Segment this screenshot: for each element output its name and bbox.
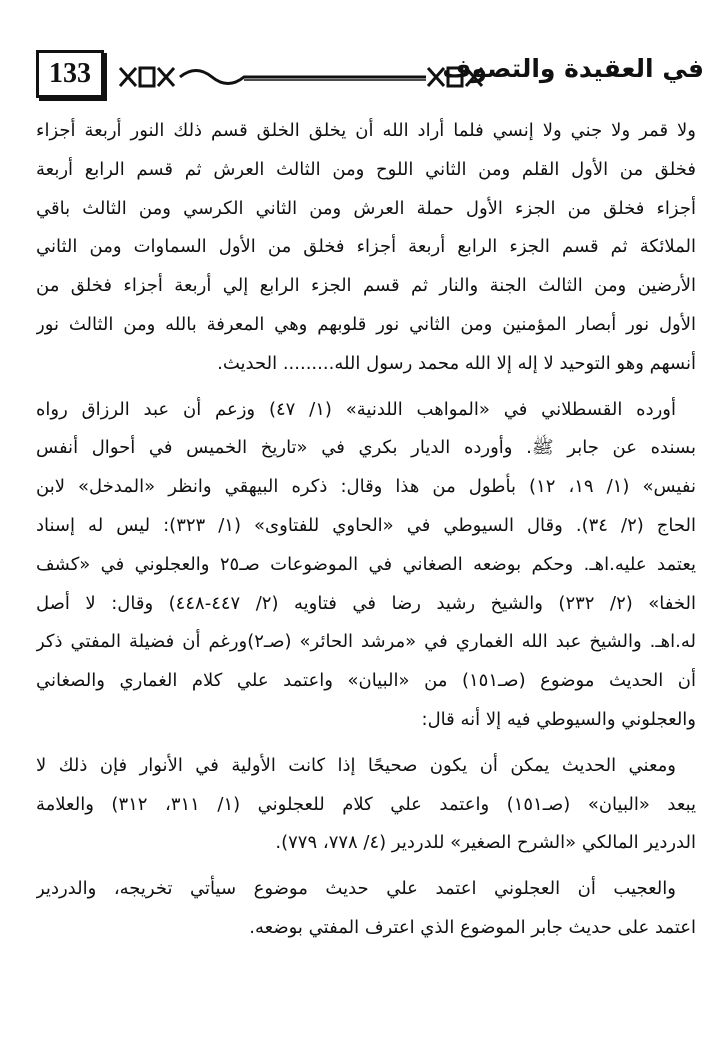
text-line: أجزاء فخلق من الجزء الأول حملة العرش ومن الثاني الكرسي ومن الثالث باقي bbox=[36, 197, 696, 219]
text-line: أنسهم وهو التوحيد لا إله إلا الله محمد رسول الله......... الحديث. bbox=[217, 352, 696, 374]
page-number: 133 bbox=[36, 50, 104, 98]
text-line: اعتمد على حديث جابر الموضوع الذي اعترف المفتي بوضعه. bbox=[249, 916, 696, 938]
text-line: نفيس» (١/ ١٩، ١٢) بأطول من هذا وقال: ذكره البيهقي وانظر «المدخل» لابن bbox=[36, 476, 696, 498]
text-line: الحاج (٢/ ٣٤). وقال السيوطي في «الحاوي للفتاوى» (١/ ٣٢٣): ليس له إسناد bbox=[36, 514, 696, 536]
text-line: والعجلوني والسيوطي فيه إلا أنه قال: bbox=[421, 708, 696, 730]
text-line: له.اهـ. والشيخ عبد الله الغماري في «مرشد الحائر» (صـ٢)ورغم أن فضيلة المفتي ذكر bbox=[36, 631, 696, 653]
text-line: أن الحديث موضوع (صـ١٥١) من «البيان» واعتمد علي كلام الغماري والصغاني bbox=[36, 670, 696, 692]
text-line: الدردير المالكي «الشرح الصغير» للدردير (٤/ ٧٧٨، ٧٧٩). bbox=[275, 832, 696, 854]
paragraph bbox=[36, 870, 696, 948]
page-header bbox=[36, 50, 704, 104]
text-line: أورده القسطلاني في «المواهب اللدنية» (١/ ٤٧) وزعم أن عبد الرزاق رواه bbox=[36, 398, 677, 420]
text-line: بسنده عن جابر ﷺ. وأورده الديار بكري في «تاريخ الخميس في أحوال أنفس bbox=[36, 437, 696, 459]
text-line: فخلق من الأول القلم ومن الثاني اللوح ومن الثالث العرش ثم قسم الرابع أربعة bbox=[36, 158, 696, 180]
text-line: الأول نور أبصار المؤمنين ومن الثاني نور قلوبهم وهي المعرفة بالله ومن الثالث نور bbox=[36, 313, 696, 335]
text-line: الملائكة ثم قسم الجزء الرابع أربعة أجزاء فخلق من الأول السماوات ومن الثاني bbox=[36, 236, 696, 258]
text-line: ومعني الحديث يمكن أن يكون صحيحًا إذا كانت الأولية في الأنوار فإن ذلك لا bbox=[36, 754, 676, 776]
text-line: والعجيب أن العجلوني اعتمد علي حديث موضوع سيأتي تخريجه، والدردير bbox=[36, 878, 676, 900]
body-text bbox=[36, 112, 696, 948]
header-ornament-icon bbox=[116, 60, 486, 94]
text-line: يبعد «البيان» (صـ١٥١) واعتمد علي كلام للعجلوني (١/ ٣١١، ٣١٢) والعلامة bbox=[36, 793, 696, 815]
paragraph bbox=[36, 391, 696, 740]
book-title: في العقيدة والتصوف bbox=[442, 54, 704, 83]
text-line: الأرضين ومن الثالث الجنة والنار ثم قسم الجزء الرابع إلي أربعة أجزاء فخلق من bbox=[36, 275, 696, 297]
text-line: الخفا» (٢/ ٢٣٢) والشيخ رشيد رضا في فتاويه (٢/ ٤٤٧-٤٤٨) وقال: لا أصل bbox=[36, 592, 696, 614]
text-line: ولا قمر ولا جني ولا إنسي فلما أراد الله أن يخلق الخلق قسم ذلك النور أربعة أجزاء bbox=[36, 120, 696, 141]
paragraph bbox=[36, 747, 696, 863]
text-line: يعتمد عليه.اهـ. وحكم بوضعه الصغاني في الموضوعات صـ٢٥ والعجلوني في «كشف bbox=[36, 553, 696, 575]
paragraph bbox=[36, 112, 696, 384]
